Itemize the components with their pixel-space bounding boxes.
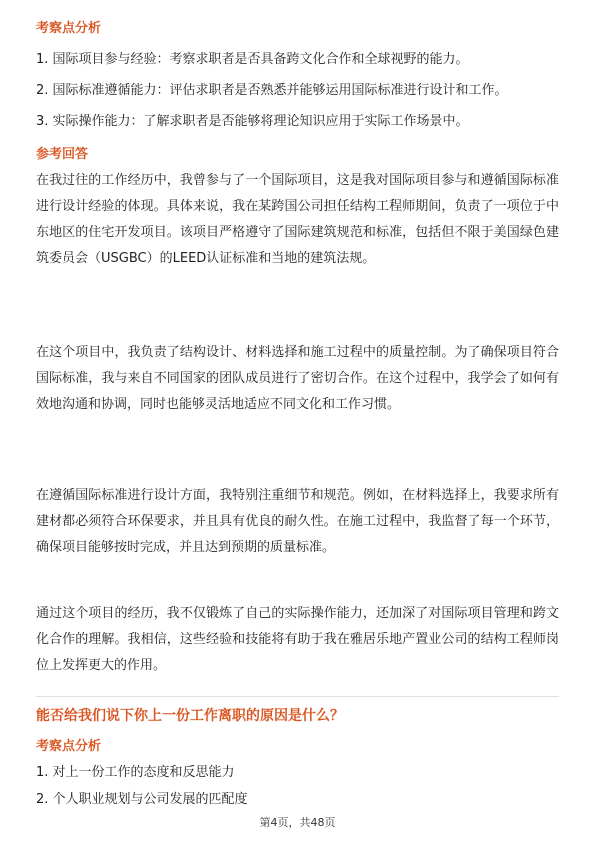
document-page xyxy=(36,0,559,842)
page-number: 第4页，共48页 xyxy=(259,816,336,829)
answer-heading: 参考回答 xyxy=(36,147,89,162)
answer-paragraph: 在我过往的工作经历中，我曾参与了一个国际项目，这是我对国际项目参与和遵循国际标准进行设计经验的体现。具体来说，我在某跨国公司担任结构工程师期间，负责了一项位于中东地区的住宅开发项目。该项目严格遵守了国际建筑规范和标准，包括但不限于美国绿色建筑委员会（USGBC）的LEED认证标准和当地的建筑法规。 xyxy=(36,173,559,266)
analysis-heading: 考察点分析 xyxy=(36,21,102,36)
analysis-item: 3. 实际操作能力：了解求职者是否能够将理论知识应用于实际工作场景中。 xyxy=(36,114,469,129)
question-title: 能否给我们说下你上一份工作离职的原因是什么？ xyxy=(36,708,344,724)
answer-paragraph: 在这个项目中，我负责了结构设计、材料选择和施工过程中的质量控制。为了确保项目符合国际标准，我与来自不同国家的团队成员进行了密切合作。在这个过程中，我学会了如何有效地沟通和协调，同时也能够灵活地适应不同文化和工作习惯。 xyxy=(36,345,559,412)
section-divider xyxy=(36,696,559,697)
analysis-item: 1. 对上一份工作的态度和反思能力 xyxy=(36,765,235,780)
answer-paragraph: 通过这个项目的经历，我不仅锻炼了自己的实际操作能力，还加深了对国际项目管理和跨文化合作的理解。我相信，这些经验和技能将有助于我在雅居乐地产置业公司的结构工程师岗位上发挥更大的作用。 xyxy=(36,606,559,673)
analysis-item: 1. 国际项目参与经验：考察求职者是否具备跨文化合作和全球视野的能力。 xyxy=(36,52,469,67)
analysis-item: 2. 国际标准遵循能力：评估求职者是否熟悉并能够运用国际标准进行设计和工作。 xyxy=(36,83,508,98)
answer-paragraph: 在遵循国际标准进行设计方面，我特别注重细节和规范。例如，在材料选择上，我要求所有建材都必须符合环保要求，并且具有优良的耐久性。在施工过程中，我监督了每一个环节，确保项目能够按时完成，并且达到预期的质量标准。 xyxy=(36,488,559,555)
analysis-heading: 考察点分析 xyxy=(36,739,102,754)
analysis-item: 2. 个人职业规划与公司发展的匹配度 xyxy=(36,792,248,807)
